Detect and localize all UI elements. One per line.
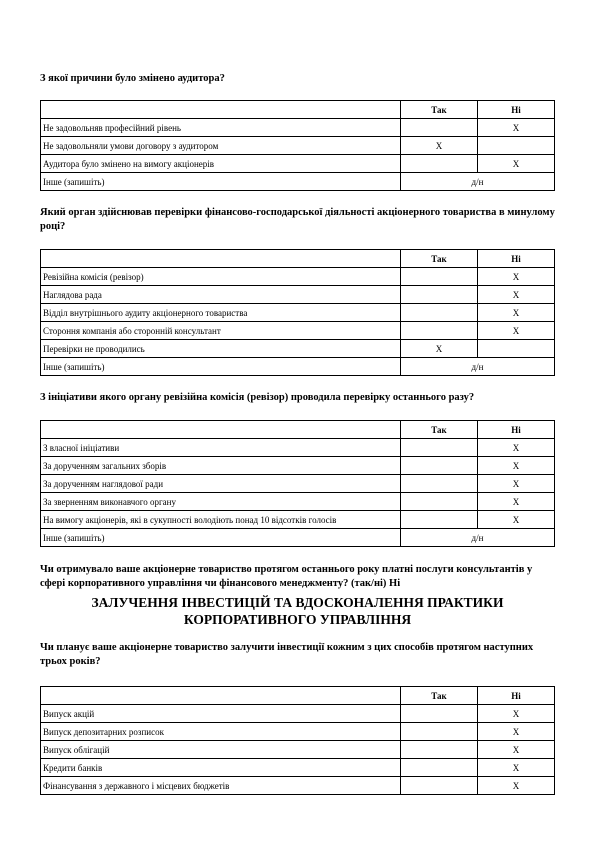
- table-row: [41, 705, 555, 723]
- no-cell: X: [478, 119, 555, 137]
- question-auditor-change: З якої причини було змінено аудитора?: [40, 73, 225, 84]
- yes-cell: X: [401, 340, 478, 358]
- table-header-row: [41, 101, 555, 119]
- table-row: [41, 741, 555, 759]
- yes-cell: [401, 268, 478, 286]
- table-header-row: [41, 421, 555, 439]
- table-row: [41, 511, 555, 529]
- row-label: Інше (запишіть): [41, 173, 401, 191]
- table-row: [41, 475, 555, 493]
- row-label: Не задовольняли умови договору з аудитором: [41, 137, 401, 155]
- yes-cell: [401, 457, 478, 475]
- yes-cell: [401, 493, 478, 511]
- col-yes-header: Так: [401, 101, 478, 119]
- table-row-other: [41, 173, 555, 191]
- no-cell: X: [478, 457, 555, 475]
- other-value: д/н: [401, 529, 555, 547]
- no-cell: X: [478, 493, 555, 511]
- col-no-header: Ні: [478, 687, 555, 705]
- no-cell: X: [478, 705, 555, 723]
- no-cell: X: [478, 304, 555, 322]
- table-header-row: [41, 250, 555, 268]
- table-row: [41, 439, 555, 457]
- row-label: Випуск облігацій: [41, 741, 401, 759]
- yes-cell: [401, 286, 478, 304]
- row-label: На вимогу акціонерів, які в сукупності володіють понад 10 відсотків голосів: [41, 511, 401, 529]
- no-cell: X: [478, 723, 555, 741]
- yes-cell: [401, 119, 478, 137]
- yes-cell: [401, 155, 478, 173]
- table-row: [41, 493, 555, 511]
- table-row: [41, 119, 555, 137]
- row-label: Не задовольняв професійний рівень: [41, 119, 401, 137]
- yes-cell: [401, 475, 478, 493]
- table-row: [41, 457, 555, 475]
- question-investments: Чи планує ваше акціонерне товариство залучити інвестиції кожним з цих способів протягом наступних трьох років?: [40, 642, 534, 667]
- yes-cell: [401, 705, 478, 723]
- yes-cell: [401, 741, 478, 759]
- audit-initiative-table: [40, 420, 555, 547]
- row-label: Ревізійна комісія (ревізор): [41, 268, 401, 286]
- yes-cell: [401, 759, 478, 777]
- question-consultants: Чи отримувало ваше акціонерне товариство протягом останнього року платні послуги консультантів у сфері корпоративного управління чи фінансового менеджменту? (так/ні) Ні: [40, 564, 533, 589]
- table-row: [41, 322, 555, 340]
- table-row: [41, 759, 555, 777]
- other-value: д/н: [401, 358, 555, 376]
- row-label: Аудитора було змінено на вимогу акціонерів: [41, 155, 401, 173]
- row-label: Випуск депозитарних розписок: [41, 723, 401, 741]
- table-row: [41, 268, 555, 286]
- row-label: За зверненням виконавчого органу: [41, 493, 401, 511]
- no-cell: X: [478, 286, 555, 304]
- table-row: [41, 286, 555, 304]
- question-audit-body: Який орган здійснював перевірки фінансово-господарської діяльності акціонерного товариства в минулому році?: [40, 207, 555, 232]
- section-heading: ЗАЛУЧЕННЯ ІНВЕСТИЦІЙ ТА ВДОСКОНАЛЕННЯ ПРАКТИКИ КОРПОРАТИВНОГО УПРАВЛІННЯ: [91, 595, 504, 627]
- row-label: З власної ініціативи: [41, 439, 401, 457]
- no-cell: [478, 340, 555, 358]
- yes-cell: [401, 304, 478, 322]
- table-row: [41, 723, 555, 741]
- no-cell: X: [478, 511, 555, 529]
- audit-body-table: [40, 249, 555, 376]
- row-label: Інше (запишіть): [41, 358, 401, 376]
- table-header-row: [41, 687, 555, 705]
- no-cell: X: [478, 759, 555, 777]
- no-cell: X: [478, 475, 555, 493]
- row-label: Перевірки не проводились: [41, 340, 401, 358]
- col-yes-header: Так: [401, 250, 478, 268]
- row-label: Відділ внутрішнього аудиту акціонерного товариства: [41, 304, 401, 322]
- yes-cell: [401, 777, 478, 795]
- col-no-header: Ні: [478, 250, 555, 268]
- yes-cell: [401, 439, 478, 457]
- yes-cell: [401, 511, 478, 529]
- col-no-header: Ні: [478, 421, 555, 439]
- col-no-header: Ні: [478, 101, 555, 119]
- row-label: Стороння компанія або сторонній консультант: [41, 322, 401, 340]
- row-label: Фінансування з державного і місцевих бюджетів: [41, 777, 401, 795]
- auditor-change-table: [40, 100, 555, 191]
- no-cell: X: [478, 268, 555, 286]
- row-label: Наглядова рада: [41, 286, 401, 304]
- no-cell: X: [478, 741, 555, 759]
- table-row: [41, 340, 555, 358]
- no-cell: X: [478, 155, 555, 173]
- col-yes-header: Так: [401, 687, 478, 705]
- no-cell: X: [478, 777, 555, 795]
- row-label: За дорученням наглядової ради: [41, 475, 401, 493]
- row-label: За дорученням загальних зборів: [41, 457, 401, 475]
- yes-cell: [401, 723, 478, 741]
- investments-table: [40, 686, 555, 795]
- no-cell: [478, 137, 555, 155]
- no-cell: X: [478, 439, 555, 457]
- yes-cell: [401, 322, 478, 340]
- yes-cell: X: [401, 137, 478, 155]
- row-label: Випуск акцій: [41, 705, 401, 723]
- row-label: Інше (запишіть): [41, 529, 401, 547]
- table-row: [41, 777, 555, 795]
- no-cell: X: [478, 322, 555, 340]
- other-value: д/н: [401, 173, 555, 191]
- table-row-other: [41, 529, 555, 547]
- row-label: Кредити банків: [41, 759, 401, 777]
- col-yes-header: Так: [401, 421, 478, 439]
- table-row: [41, 304, 555, 322]
- question-audit-initiative: З ініціативи якого органу ревізійна комісія (ревізор) проводила перевірку останнього разу?: [40, 392, 475, 403]
- table-row: [41, 155, 555, 173]
- table-row: [41, 137, 555, 155]
- table-row-other: [41, 358, 555, 376]
